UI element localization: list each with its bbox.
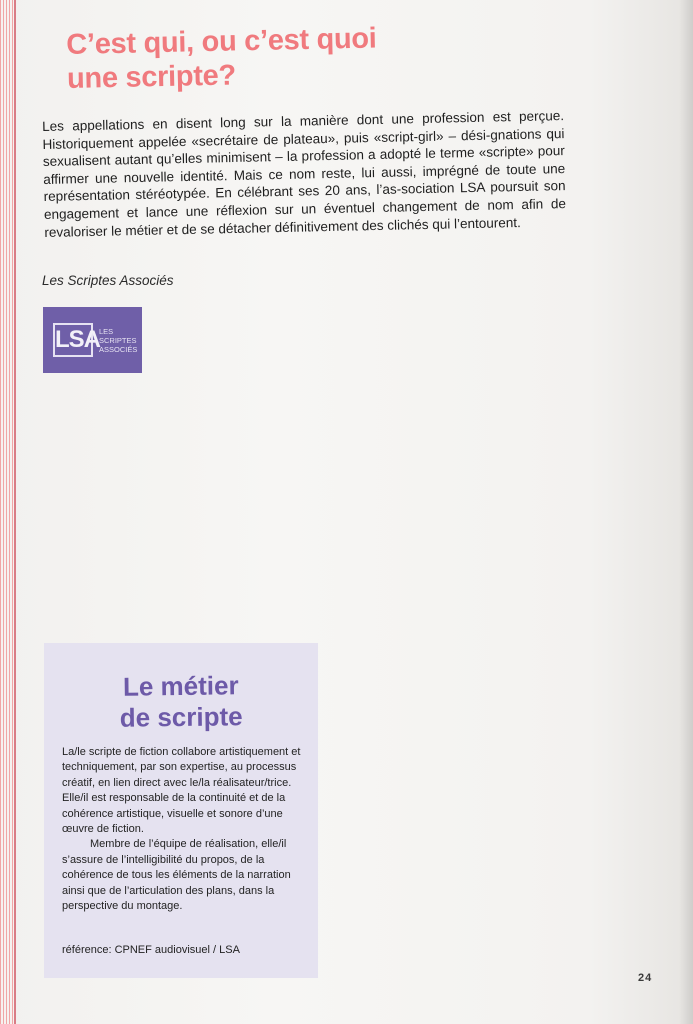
info-box-body: [62, 745, 302, 914]
box-title-line-1: Le métier: [122, 670, 239, 702]
info-box-title: [44, 669, 319, 734]
page-shadow: [679, 0, 693, 1024]
logo-text-line-2: SCRIPTES: [99, 335, 137, 345]
box-title-line-2: de scripte: [119, 701, 243, 733]
page-edge: [0, 0, 14, 1024]
lsa-logo-mark: LSA: [53, 323, 93, 357]
info-box: [44, 643, 318, 978]
lsa-logo-text: [99, 327, 137, 354]
lsa-logo: [43, 307, 142, 373]
logo-text-line-3: ASSOCIÉS: [99, 344, 138, 354]
article-signature: Les Scriptes Associés: [42, 273, 174, 288]
info-box-reference: référence: CPNEF audiovisuel / LSA: [62, 944, 240, 956]
intro-paragraph: Les appellations en disent long sur la manière dont une profession est perçue. Historiquement appelée «secrétaire de plateau», puis «script-girl» – dési-gnations qui sexualisent autant qu’elles minimisent – la profession a adopté le terme «scripte» pour affirmer une nouvelle identité. Mais ce nom reste, lui aussi, imprégné de toute une représentation stéréotypée. En célébrant ses 20 ans, l’as-sociation LSA poursuit son engagement et lance une réflexion sur un éventuel changement de nom afin de revaloriser le métier et de se détacher définitivement des clichés qui l’entourent.: [42, 108, 567, 240]
article-title: [66, 16, 627, 96]
box-paragraph-1: La/le scripte de fiction collabore artistiquement et techniquement, par son expertise, au processus créatif, en lien direct avec le/la réalisateur/trice. Elle/il est responsable de la continuité et de la cohérence artistique, visuelle et sonore d’une œuvre de fiction.: [62, 746, 301, 836]
box-paragraph-2: Membre de l’équipe de réalisation, elle/il s’assure de l’intelligibilité du propos, de la cohérence de tous les éléments de la narration ainsi que de l’articulation des plans, dans la perspective du montage.: [62, 838, 291, 913]
title-line-1: C’est qui, ou c’est quoi: [66, 22, 377, 61]
title-line-2: une scripte?: [66, 59, 237, 95]
logo-text-line-1: LES: [99, 326, 114, 336]
page-number: 24: [638, 972, 653, 984]
